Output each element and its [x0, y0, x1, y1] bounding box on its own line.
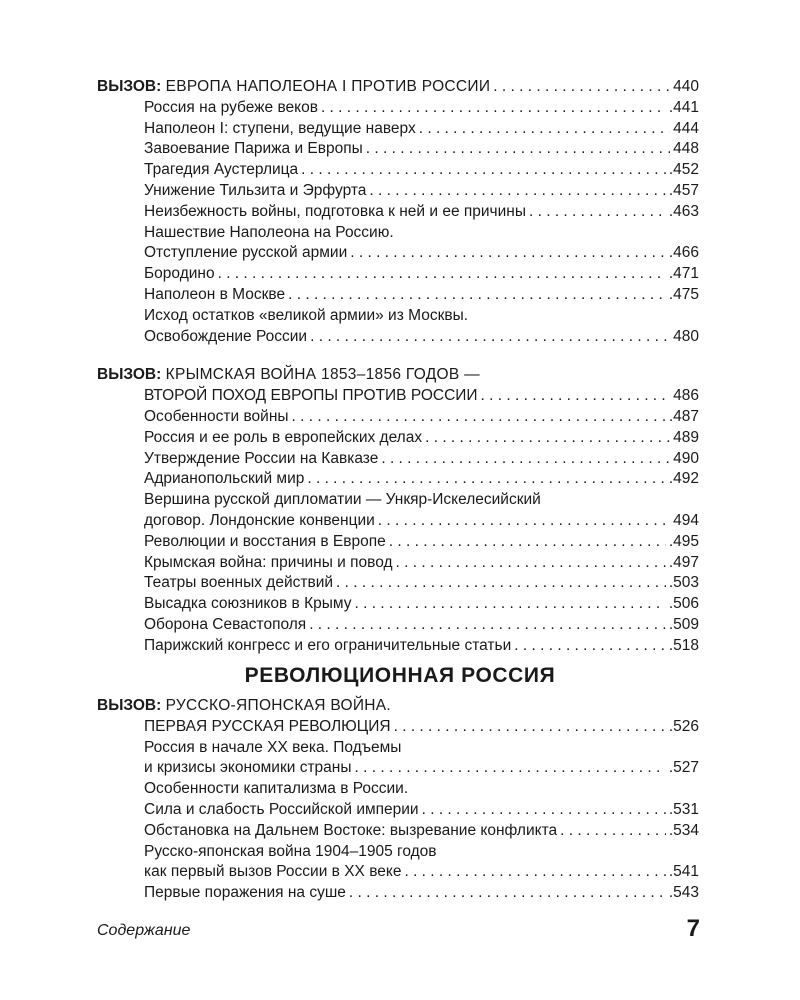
page-ref: 494: [673, 511, 699, 529]
toc-entry-text: [144, 553, 393, 574]
toc-entry-text: [144, 243, 347, 264]
page-ref: .506: [668, 595, 699, 613]
leader-dots: [389, 532, 666, 553]
toc-entry[interactable]: [97, 553, 699, 574]
toc-entry[interactable]: [97, 738, 699, 759]
challenge-keyword: ВЫЗОВ:: [97, 78, 162, 95]
toc-entry-text: [144, 160, 298, 181]
toc-entry-title: Утверждение России на Кавказе: [144, 449, 379, 467]
toc-entry-text: [144, 532, 386, 553]
toc-entry[interactable]: [97, 842, 699, 863]
leader-dots: [422, 800, 666, 821]
leader-dots: [369, 181, 665, 202]
toc-entry-text: [144, 98, 318, 119]
toc-entry-title: Унижение Тильзита и Эрфурта: [144, 181, 367, 199]
toc-entry-title: Адрианопольский мир: [144, 470, 305, 488]
toc-entry-text: [144, 594, 351, 615]
toc-entry-title: Россия и ее роль в европейских делах: [144, 428, 423, 446]
toc-entry[interactable]: [97, 407, 699, 428]
toc-entry-title: Бородино: [144, 265, 215, 283]
leader-dots: [419, 119, 670, 140]
toc-entry-title: Исход остатков «великой армии» из Москвы.: [144, 306, 469, 324]
page-ref: 490: [673, 449, 699, 467]
toc-entry-title: Особенности войны: [144, 407, 289, 425]
toc-entry[interactable]: [97, 883, 699, 904]
leader-dots: [350, 243, 666, 264]
toc-entry-text: [144, 758, 352, 779]
toc-entry-text: [144, 511, 375, 532]
leader-dots: [321, 98, 666, 119]
challenge-heading-title: РУССКО-ЯПОНСКАЯ ВОЙНА.: [165, 697, 392, 714]
leader-dots: [381, 449, 670, 470]
toc-entry-title: Высадка союзников в Крыму: [144, 595, 352, 613]
challenge-heading[interactable]: [97, 365, 699, 386]
footer-label: Содержание: [97, 922, 191, 939]
page-ref: 486: [673, 387, 699, 405]
leader-dots: [349, 883, 666, 904]
challenge-keyword: ВЫЗОВ:: [97, 366, 162, 384]
toc-entry-text: [144, 738, 401, 759]
challenge-heading[interactable]: [97, 696, 699, 717]
toc-entry-text: [144, 119, 416, 140]
challenge-heading-cont[interactable]: [97, 386, 699, 407]
leader-dots: [394, 717, 666, 738]
leader-dots: [560, 821, 666, 842]
toc-entry[interactable]: [97, 428, 699, 449]
toc-entry-text: [144, 264, 215, 285]
toc-entry-title: и кризисы экономики страны: [144, 759, 352, 777]
toc-entry-title: Театры военных действий: [144, 574, 334, 592]
leader-dots: [288, 285, 666, 306]
toc-entry[interactable]: [97, 264, 699, 285]
toc-entry[interactable]: [97, 306, 699, 327]
toc-entry[interactable]: [97, 779, 699, 800]
leader-dots: [307, 469, 665, 490]
toc-entry-title: Нашествие Наполеона на Россию.: [144, 223, 394, 241]
leader-dots: [404, 862, 665, 883]
toc-entry[interactable]: [97, 800, 699, 821]
toc-entry-title: Особенности капитализма в России.: [144, 780, 409, 798]
toc-entry[interactable]: [97, 119, 699, 140]
part-title: РЕВОЛЮЦИОННАЯ РОССИЯ: [244, 664, 556, 687]
page-ref: .463: [668, 202, 699, 220]
toc-entry-title: Первые поражения на суше: [144, 884, 346, 902]
page-ref: 444: [673, 119, 699, 137]
toc-entry[interactable]: [97, 511, 699, 532]
toc-entry[interactable]: [97, 327, 699, 348]
page-ref: 440: [673, 78, 699, 95]
toc-entry-text: [144, 181, 366, 202]
page-ref: .503: [668, 574, 699, 592]
toc-entry-text: [144, 821, 557, 842]
leader-dots: [309, 615, 666, 636]
toc-entry-title: Неизбежность войны, подготовка к ней и ее причины: [144, 202, 526, 220]
page-ref: .526: [668, 717, 699, 735]
toc-entry-text: [144, 490, 541, 511]
leader-dots: [292, 407, 666, 428]
toc-entry-title: Обстановка на Дальнем Востоке: вызревание конфликта: [144, 821, 558, 839]
toc-entry-text: [144, 862, 401, 883]
toc-entry[interactable]: [97, 98, 699, 119]
page-ref: .509: [668, 615, 699, 633]
page-ref: .457: [668, 181, 699, 199]
leader-dots: [481, 386, 671, 407]
toc-entry-title: как первый вызов России в XX веке: [144, 863, 402, 881]
page-number: 7: [686, 915, 700, 942]
toc-entry-title: Отступление русской армии: [144, 244, 348, 262]
page-ref: .541: [668, 863, 699, 881]
leader-dots: [218, 264, 666, 285]
page-ref: .492: [668, 470, 699, 488]
toc-entry-text: [144, 842, 437, 863]
challenge-heading-title: КРЫМСКАЯ ВОЙНА 1853–1856 ГОДОВ —: [165, 366, 480, 384]
leader-dots: [336, 573, 666, 594]
leader-dots: [493, 77, 670, 98]
toc-entry[interactable]: [97, 758, 699, 779]
page-ref: .527: [668, 759, 699, 777]
toc-entry-title: договор. Лондонские конвенции: [144, 511, 375, 529]
challenge-heading-text: [97, 696, 391, 717]
toc-entry-title: Вершина русской дипломатии — Ункяр-Искелесийский: [144, 491, 541, 509]
toc-entry-title: Наполеон I: ступени, ведущие наверх: [144, 119, 416, 137]
toc-entry-text: [144, 223, 394, 244]
challenge-heading[interactable]: [97, 77, 699, 98]
toc-entry-text: [144, 800, 419, 821]
page-ref: .466: [668, 244, 699, 262]
leader-dots: [529, 202, 666, 223]
toc-entry-text: [144, 469, 304, 490]
section-gap: [97, 347, 699, 365]
toc-entry-text: [144, 285, 285, 306]
toc-entry-text: [144, 636, 511, 657]
toc-entry-text: [144, 573, 333, 594]
page-ref: 489: [673, 428, 699, 446]
page-ref: .531: [668, 800, 699, 818]
toc-entry[interactable]: [97, 594, 699, 615]
toc-entry-text: [144, 449, 378, 470]
toc-entry-title: Россия на рубеже веков: [144, 98, 318, 116]
toc-entry[interactable]: [97, 532, 699, 553]
leader-dots: [366, 139, 670, 160]
page-ref: .475: [668, 285, 699, 303]
toc-entry-title: Оборона Севастополя: [144, 615, 307, 633]
toc-entry-title: Завоевание Парижа и Европы: [144, 140, 363, 158]
challenge-heading-text: [97, 365, 480, 386]
toc-entry[interactable]: [97, 615, 699, 636]
leader-dots: [301, 160, 666, 181]
challenge-heading-title: ЕВРОПА НАПОЛЕОНА I ПРОТИВ РОССИИ: [165, 78, 491, 95]
leader-dots: [354, 594, 665, 615]
page-ref: .497: [668, 553, 699, 571]
toc-entry[interactable]: [97, 490, 699, 511]
toc-entry-title: Россия в начале XX века. Подъемы: [144, 738, 402, 756]
page-ref: .441: [668, 98, 699, 116]
toc-entry[interactable]: [97, 223, 699, 244]
toc-entry[interactable]: [97, 449, 699, 470]
page-ref: .543: [668, 884, 699, 902]
toc-entry[interactable]: [97, 636, 699, 657]
challenge-heading-text: [97, 77, 490, 98]
toc-entry-text: [144, 779, 408, 800]
toc-entry-title: Трагедия Аустерлица: [144, 161, 299, 179]
toc-entry-text: [144, 327, 307, 348]
challenge-keyword: ВЫЗОВ:: [97, 697, 162, 714]
toc-entry[interactable]: [97, 202, 699, 223]
leader-dots: [378, 511, 670, 532]
table-of-contents-part2: [97, 696, 699, 904]
challenge-heading-cont-text: [144, 386, 478, 407]
challenge-heading-cont-text: [144, 717, 391, 738]
challenge-heading-cont[interactable]: [97, 717, 699, 738]
leader-dots: [425, 428, 670, 449]
page-ref: 480: [673, 327, 699, 345]
page-ref: .518: [668, 636, 699, 654]
toc-entry[interactable]: [97, 243, 699, 264]
toc-entry[interactable]: [97, 573, 699, 594]
page-ref: .471: [668, 265, 699, 283]
page-ref: .534: [668, 821, 699, 839]
toc-entry-text: [144, 883, 346, 904]
page-ref: .452: [668, 161, 699, 179]
toc-entry-title: Освобождение России: [144, 327, 308, 345]
leader-dots: [514, 636, 666, 657]
page-ref: .495: [668, 532, 699, 550]
toc-entry[interactable]: [97, 139, 699, 160]
toc-entry[interactable]: [97, 862, 699, 883]
toc-entry[interactable]: [97, 160, 699, 181]
leader-dots: [396, 553, 666, 574]
challenge-heading-cont-title: ПЕРВАЯ РУССКАЯ РЕВОЛЮЦИЯ: [144, 717, 391, 735]
toc-entry[interactable]: [97, 821, 699, 842]
toc-entry-text: [144, 306, 468, 327]
toc-entry-text: [144, 407, 289, 428]
toc-entry-title: Революции и восстания в Европе: [144, 532, 386, 550]
toc-entry-text: [144, 202, 526, 223]
toc-entry-title: Крымская война: причины и повод: [144, 553, 393, 571]
toc-entry[interactable]: [97, 469, 699, 490]
toc-entry[interactable]: [97, 181, 699, 202]
toc-entry-text: [144, 615, 306, 636]
toc-entry-title: Парижский конгресс и его ограничительные статьи: [144, 636, 512, 654]
leader-dots: [310, 327, 670, 348]
page-ref: .487: [668, 407, 699, 425]
toc-entry-title: Русско-японская война 1904–1905 годов: [144, 842, 437, 860]
leader-dots: [355, 758, 666, 779]
challenge-heading-cont-title: ВТОРОЙ ПОХОД ЕВРОПЫ ПРОТИВ РОССИИ: [144, 387, 478, 405]
toc-entry-text: [144, 139, 363, 160]
toc-entry-title: Сила и слабость Российской империи: [144, 800, 419, 818]
toc-entry[interactable]: [97, 285, 699, 306]
toc-entry-text: [144, 428, 422, 449]
page-ref: 448: [673, 140, 699, 158]
table-of-contents: [97, 77, 699, 657]
toc-entry-title: Наполеон в Москве: [144, 285, 286, 303]
